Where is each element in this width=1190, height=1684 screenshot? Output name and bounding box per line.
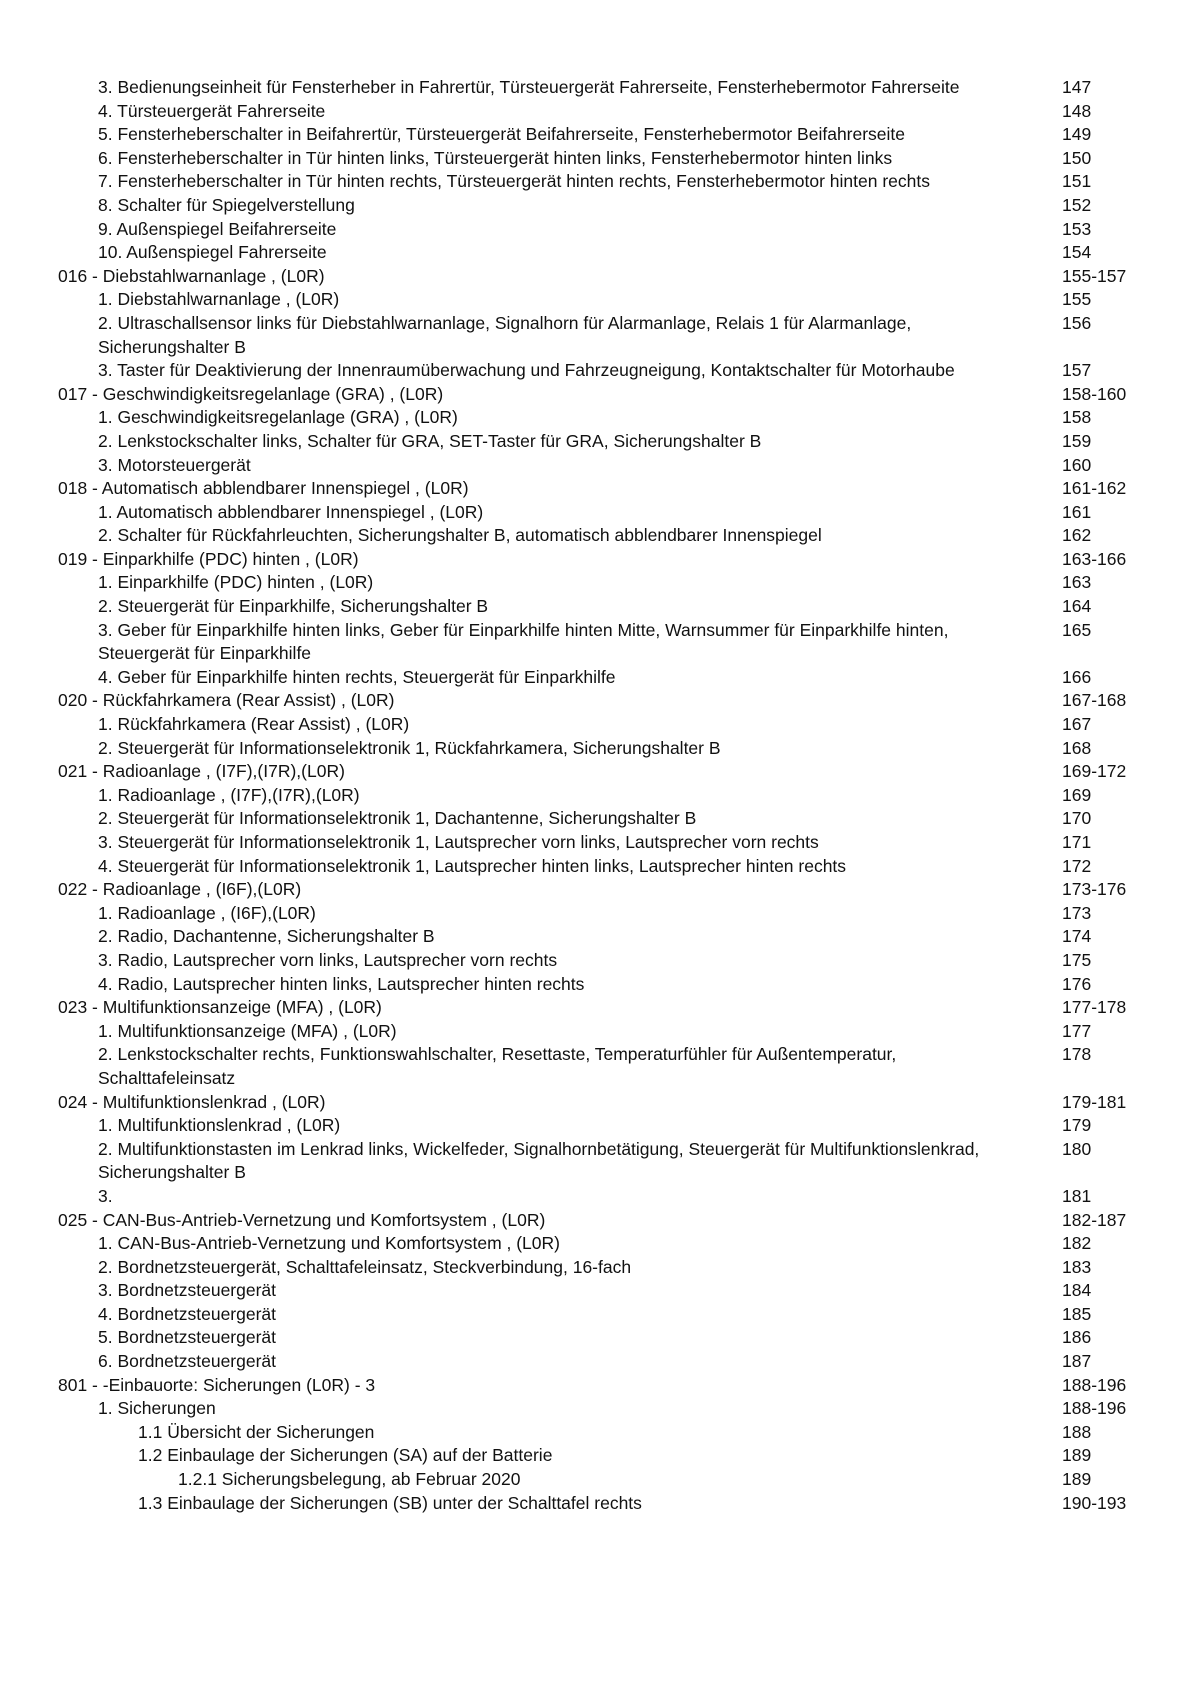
toc-entry-title: 3. Motorsteuergerät [98, 454, 251, 475]
toc-page-number: 162 [1062, 525, 1092, 546]
toc-page-number: 158-160 [1062, 383, 1127, 404]
toc-page-number: 155-157 [1062, 265, 1127, 286]
toc-page-number: 167 [1062, 714, 1092, 735]
toc-chapter-row [0, 383, 1190, 407]
toc-page-number: 179-181 [1062, 1091, 1127, 1112]
toc-entry-row [0, 1444, 1190, 1468]
toc-entry-row [0, 1043, 1190, 1090]
toc-entry-row [0, 100, 1190, 124]
toc-page-number: 147 [1062, 77, 1092, 97]
toc-page-number: 155 [1062, 289, 1092, 310]
toc-entry-title: 3. Bordnetzsteuergerät [98, 1280, 277, 1301]
toc-page-number: 182-187 [1062, 1209, 1127, 1230]
toc-page-number: 189 [1062, 1445, 1092, 1466]
toc-entry-title: 1. Diebstahlwarnanlage , (L0R) [98, 289, 340, 310]
toc-entry-row [0, 855, 1190, 879]
toc-chapter-row [0, 1209, 1190, 1233]
toc-entry-title: 1. Sicherungen [98, 1398, 216, 1419]
toc-page-number: 158 [1062, 407, 1092, 428]
toc-entry-row [0, 1114, 1190, 1138]
toc-chapter-row [0, 265, 1190, 289]
toc-entry-title: 3. Steuergerät für Informationselektronik 1, Lautsprecher vorn links, Lautsprecher vorn rechts [98, 832, 819, 852]
page-bottom-edge [0, 1670, 1190, 1684]
toc-entry-row [0, 1303, 1190, 1327]
toc-entry-title: 2. Bordnetzsteuergerät, Schalttafeleinsatz, Steckverbindung, 16-fach [98, 1256, 632, 1277]
toc-page-number: 165 [1062, 619, 1092, 640]
toc-entry-title: 10. Außenspiegel Fahrerseite [98, 242, 327, 263]
toc-page-number: 190-193 [1062, 1492, 1127, 1513]
toc-entry-title: 2. Ultraschallsensor links für Diebstahlwarnanlage, Signalhorn für Alarmanlage, Relais 1 für Alarmanlage, Sicherungshalter B [98, 312, 912, 357]
toc-entry-row [0, 147, 1190, 171]
toc-page-number: 176 [1062, 973, 1092, 994]
toc-entry-title: 4. Radio, Lautsprecher hinten links, Lautsprecher hinten rechts [98, 973, 585, 994]
toc-page-number: 187 [1062, 1351, 1092, 1372]
toc-entry-title: 4. Geber für Einparkhilfe hinten rechts, Steuergerät für Einparkhilfe [98, 666, 616, 687]
toc-entry-row [0, 524, 1190, 548]
toc-page-number: 185 [1062, 1303, 1092, 1324]
toc-entry-row [0, 902, 1190, 926]
toc-entry-title: 6. Fensterheberschalter in Tür hinten links, Türsteuergerät hinten links, Fensterhebermotor hinten links [98, 147, 893, 168]
toc-page-number: 182 [1062, 1233, 1092, 1254]
toc-page-number: 149 [1062, 124, 1092, 145]
toc-entry-title: 3. Radio, Lautsprecher vorn links, Lautsprecher vorn rechts [98, 949, 558, 970]
toc-chapter-row [0, 760, 1190, 784]
toc-entry-title: 2. Steuergerät für Einparkhilfe, Sicherungshalter B [98, 596, 489, 617]
toc-entry-title: 1.3 Einbaulage der Sicherungen (SB) unter der Schalttafel rechts [138, 1492, 642, 1513]
toc-page-number: 156 [1062, 312, 1092, 333]
toc-entry-row [0, 218, 1190, 242]
toc-entry-title: 1. Geschwindigkeitsregelanlage (GRA) , (L0R) [98, 407, 458, 428]
toc-entry-row [0, 312, 1190, 359]
toc-entry-title: 3. Bedienungseinheit für Fensterheber in Fahrertür, Türsteuergerät Fahrerseite, Fensterhebermotor Fahrerseite [98, 77, 960, 97]
toc-entry-row [0, 713, 1190, 737]
toc-entry-title: 4. Bordnetzsteuergerät [98, 1303, 277, 1324]
toc-entry-title: 021 - Radioanlage , (I7F),(I7R),(L0R) [58, 761, 345, 782]
toc-page-number: 163-166 [1062, 548, 1127, 569]
toc-page-number: 174 [1062, 926, 1092, 947]
toc-entry-title: 1. Einparkhilfe (PDC) hinten , (L0R) [98, 572, 374, 593]
toc-entry-row [0, 925, 1190, 949]
toc-entry-title: 020 - Rückfahrkamera (Rear Assist) , (L0R) [58, 690, 395, 711]
toc-entry-row [0, 831, 1190, 855]
toc-entry-row [0, 1020, 1190, 1044]
toc-entry-row [0, 194, 1190, 218]
toc-entry-row [0, 1232, 1190, 1256]
toc-entry-title: 9. Außenspiegel Beifahrerseite [98, 218, 337, 239]
toc-page-number: 168 [1062, 737, 1092, 758]
toc-entry-row [0, 619, 1190, 666]
toc-page-number: 161-162 [1062, 478, 1127, 499]
toc-entry-title: 1. Multifunktionslenkrad , (L0R) [98, 1115, 341, 1136]
toc-entry-title: 2. Steuergerät für Informationselektronik 1, Rückfahrkamera, Sicherungshalter B [98, 737, 721, 758]
toc-entry-title: 801 - -Einbauorte: Sicherungen (L0R) - 3 [58, 1374, 376, 1395]
toc-entry-title: 5. Bordnetzsteuergerät [98, 1327, 277, 1348]
toc-page-number: 161 [1062, 501, 1092, 522]
toc-entry-title: 1. Radioanlage , (I6F),(L0R) [98, 902, 316, 923]
toc-entry-title: 4. Steuergerät für Informationselektronik 1, Lautsprecher hinten links, Lautsprecher hinten rechts [98, 855, 847, 876]
toc-page-number: 166 [1062, 666, 1092, 687]
toc-entry-title: 6. Bordnetzsteuergerät [98, 1351, 277, 1372]
toc-entry-row [0, 1421, 1190, 1445]
toc-page-number: 177 [1062, 1020, 1092, 1041]
toc-entry-title: 7. Fensterheberschalter in Tür hinten rechts, Türsteuergerät hinten rechts, Fensterhebermotor hinten rechts [98, 171, 931, 192]
toc-entry-row [0, 1138, 1190, 1185]
toc-entry-row [0, 406, 1190, 430]
toc-entry-row [0, 666, 1190, 690]
toc-page-number: 159 [1062, 430, 1092, 451]
toc-entry-row [0, 737, 1190, 761]
toc-entry-row [0, 359, 1190, 383]
toc-entry-row [0, 1350, 1190, 1374]
toc-entry-row [0, 973, 1190, 997]
toc-entry-title: 2. Steuergerät für Informationselektronik 1, Dachantenne, Sicherungshalter B [98, 808, 697, 829]
toc-entry-row [0, 241, 1190, 265]
toc-entry-row [0, 784, 1190, 808]
toc-entry-row [0, 288, 1190, 312]
toc-entry-title: 1. Automatisch abblendbarer Innenspiegel , (L0R) [98, 501, 484, 522]
toc-entry-row [0, 1397, 1190, 1421]
table-of-contents [0, 76, 1190, 1515]
toc-entry-title: 3. Geber für Einparkhilfe hinten links, Geber für Einparkhilfe hinten Mitte, Warnsummer für Einparkhilfe hinten, Steuergerät für Einparkhilfe [98, 619, 949, 664]
toc-page-number: 180 [1062, 1138, 1092, 1159]
toc-entry-row [0, 1256, 1190, 1280]
toc-page-number: 164 [1062, 596, 1092, 617]
toc-page-number: 153 [1062, 218, 1092, 239]
toc-entry-title: 024 - Multifunktionslenkrad , (L0R) [58, 1091, 326, 1112]
toc-entry-title: 2. Lenkstockschalter rechts, Funktionswahlschalter, Resettaste, Temperaturfühler für Außentemperatur, Schalttafeleinsatz [98, 1044, 897, 1088]
toc-entry-row [0, 595, 1190, 619]
toc-entry-row [0, 454, 1190, 478]
toc-entry-title: 2. Schalter für Rückfahrleuchten, Sicherungshalter B, automatisch abblendbarer Innenspiegel [98, 525, 822, 546]
toc-page-number: 177-178 [1062, 997, 1127, 1018]
toc-entry-title: 2. Radio, Dachantenne, Sicherungshalter B [98, 926, 435, 947]
toc-chapter-row [0, 477, 1190, 501]
toc-entry-row [0, 807, 1190, 831]
toc-entry-title: 3. [98, 1185, 113, 1206]
toc-entry-row [0, 571, 1190, 595]
toc-entry-title: 2. Multifunktionstasten im Lenkrad links, Wickelfeder, Signalhornbetätigung, Steuergerät für Multifunktionslenkrad, Sicherungshalter B [98, 1138, 980, 1183]
toc-page-number: 183 [1062, 1256, 1092, 1277]
toc-entry-title: 022 - Radioanlage , (I6F),(L0R) [58, 879, 302, 900]
toc-entry-row [0, 1468, 1190, 1492]
toc-page-number: 178 [1062, 1044, 1092, 1065]
toc-entry-row [0, 1326, 1190, 1350]
toc-entry-title: 016 - Diebstahlwarnanlage , (L0R) [58, 265, 325, 286]
toc-page-number: 163 [1062, 572, 1092, 593]
toc-page-number: 150 [1062, 147, 1092, 168]
toc-page-number: 188 [1062, 1421, 1092, 1442]
toc-page-number: 169 [1062, 784, 1092, 805]
toc-entry-title: 025 - CAN-Bus-Antrieb-Vernetzung und Komfortsystem , (L0R) [58, 1209, 546, 1230]
toc-entry-row [0, 1185, 1190, 1209]
toc-entry-title: 1.1 Übersicht der Sicherungen [138, 1421, 375, 1442]
toc-page-number: 173-176 [1062, 879, 1127, 900]
toc-entry-title: 018 - Automatisch abblendbarer Innenspiegel , (L0R) [58, 478, 469, 499]
toc-page-number: 169-172 [1062, 761, 1127, 782]
toc-page-number: 152 [1062, 194, 1092, 215]
toc-chapter-row [0, 1374, 1190, 1398]
toc-page-number: 181 [1062, 1185, 1092, 1206]
toc-entry-title: 2. Lenkstockschalter links, Schalter für GRA, SET-Taster für GRA, Sicherungshalter B [98, 430, 762, 451]
toc-entry-title: 1.2 Einbaulage der Sicherungen (SA) auf der Batterie [138, 1445, 553, 1466]
toc-entry-title: 1. CAN-Bus-Antrieb-Vernetzung und Komfortsystem , (L0R) [98, 1233, 560, 1254]
toc-entry-row [0, 123, 1190, 147]
toc-entry-row [0, 170, 1190, 194]
toc-chapter-row [0, 689, 1190, 713]
toc-entry-row [0, 430, 1190, 454]
toc-entry-title: 023 - Multifunktionsanzeige (MFA) , (L0R) [58, 997, 382, 1018]
toc-page-number: 160 [1062, 454, 1092, 475]
toc-entry-row [0, 501, 1190, 525]
toc-page-number: 170 [1062, 808, 1092, 829]
toc-entry-title: 5. Fensterheberschalter in Beifahrertür, Türsteuergerät Beifahrerseite, Fensterhebermotor Beifahrerseite [98, 124, 906, 145]
toc-entry-title: 8. Schalter für Spiegelverstellung [98, 194, 355, 215]
toc-page-number: 188-196 [1062, 1374, 1127, 1395]
toc-page-number: 184 [1062, 1280, 1092, 1301]
toc-entry-title: 1. Multifunktionsanzeige (MFA) , (L0R) [98, 1020, 397, 1041]
toc-entry-row [0, 949, 1190, 973]
toc-entry-title: 1.2.1 Sicherungsbelegung, ab Februar 2020 [178, 1469, 521, 1490]
toc-page-number: 186 [1062, 1327, 1092, 1348]
toc-page-number: 189 [1062, 1469, 1092, 1490]
toc-page-number: 173 [1062, 902, 1092, 923]
toc-entry-title: 3. Taster für Deaktivierung der Innenraumüberwachung und Fahrzeugneigung, Kontaktschalter für Motorhaube [98, 360, 955, 381]
toc-page-number: 175 [1062, 949, 1092, 970]
toc-page-number: 148 [1062, 100, 1092, 121]
toc-entry-row [0, 1492, 1190, 1516]
toc-page-number: 154 [1062, 242, 1092, 263]
toc-entry-title: 017 - Geschwindigkeitsregelanlage (GRA) , (L0R) [58, 383, 444, 404]
toc-chapter-row [0, 548, 1190, 572]
toc-page-number: 188-196 [1062, 1398, 1127, 1419]
toc-page-number: 167-168 [1062, 690, 1127, 711]
toc-page-number: 171 [1062, 832, 1092, 852]
toc-page-number: 179 [1062, 1115, 1092, 1136]
toc-page-number: 151 [1062, 171, 1092, 192]
toc-entry-row [0, 1279, 1190, 1303]
toc-entry-title: 1. Radioanlage , (I7F),(I7R),(L0R) [98, 784, 360, 805]
toc-entry-row [0, 76, 1190, 100]
toc-entry-title: 1. Rückfahrkamera (Rear Assist) , (L0R) [98, 714, 410, 735]
toc-chapter-row [0, 878, 1190, 902]
toc-page-number: 157 [1062, 360, 1092, 381]
toc-entry-title: 019 - Einparkhilfe (PDC) hinten , (L0R) [58, 548, 359, 569]
toc-entry-title: 4. Türsteuergerät Fahrerseite [98, 100, 326, 121]
toc-chapter-row [0, 1091, 1190, 1115]
toc-chapter-row [0, 996, 1190, 1020]
toc-page-number: 172 [1062, 855, 1092, 876]
